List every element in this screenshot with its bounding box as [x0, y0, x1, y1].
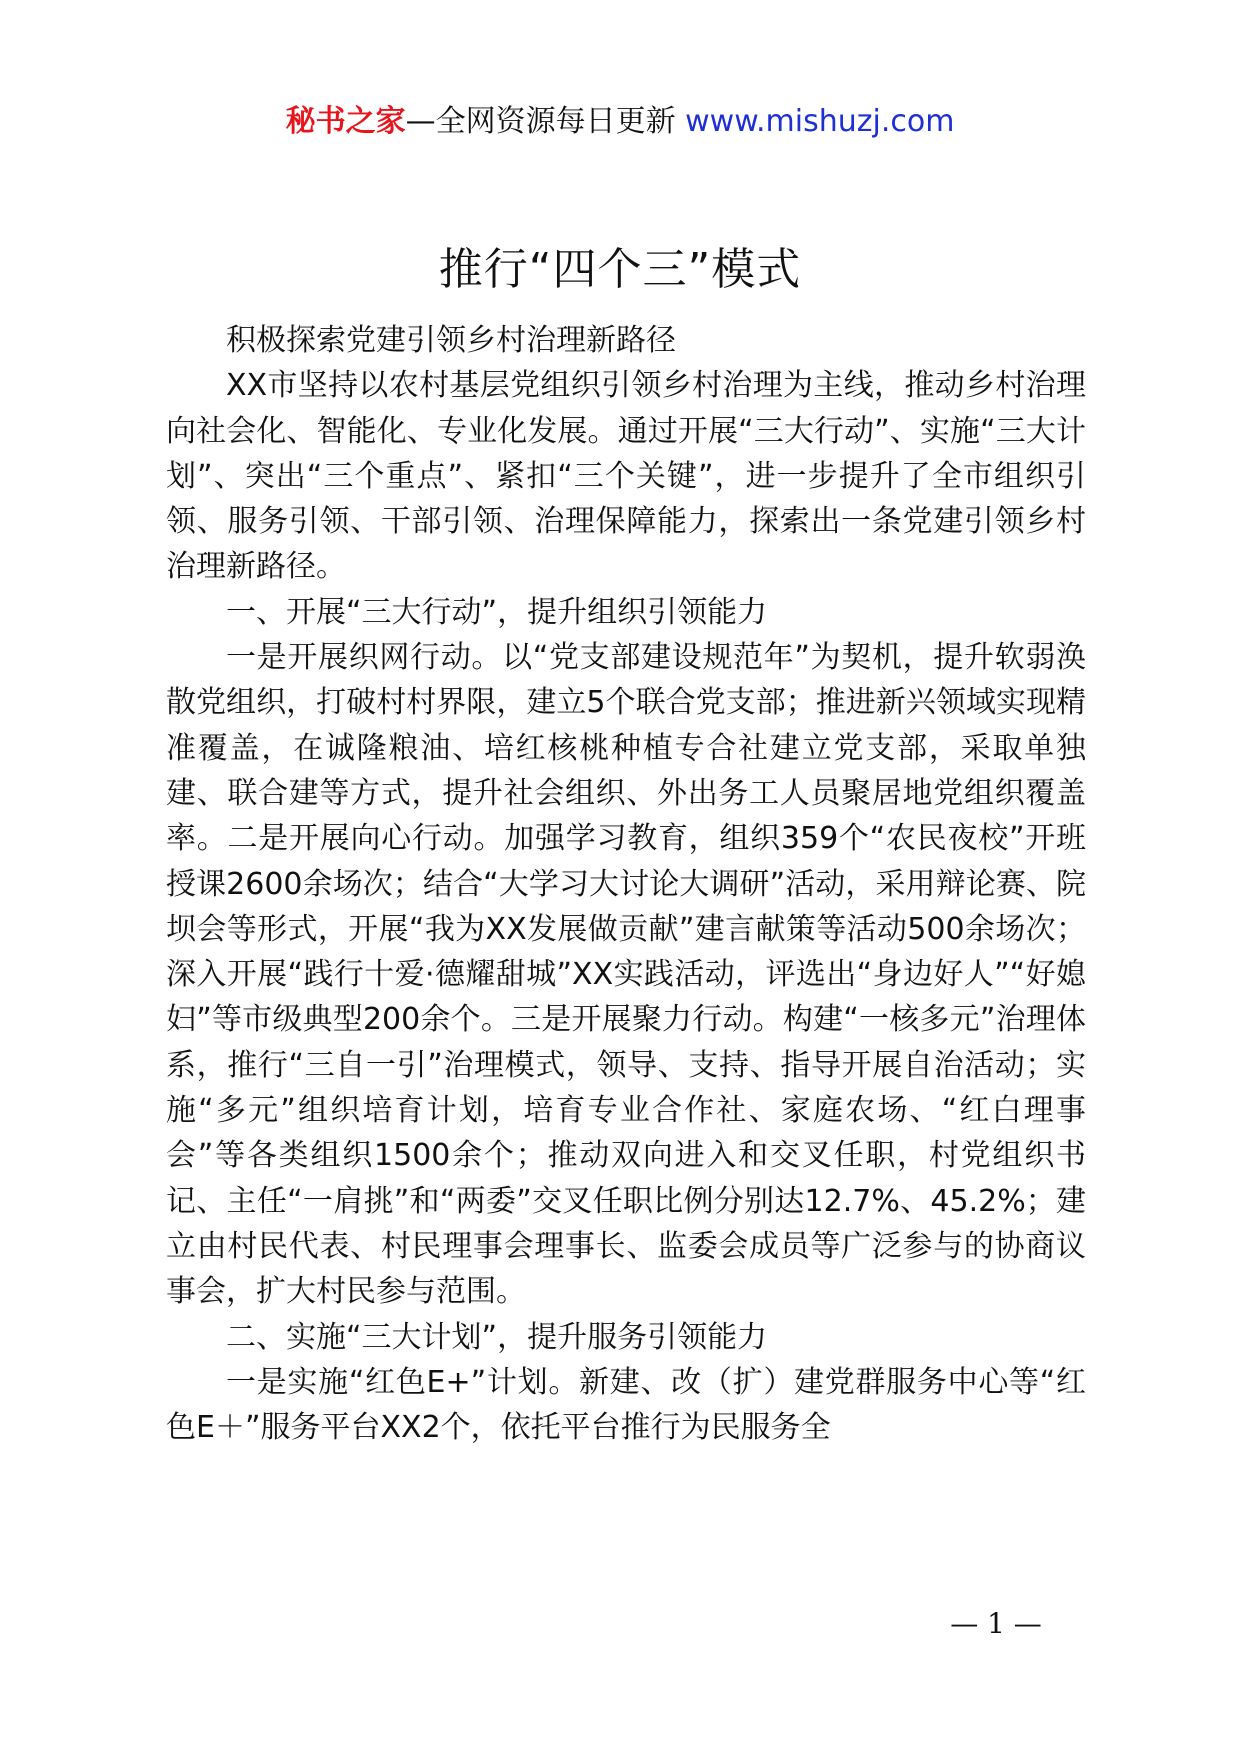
section-heading-1: 一、开展“三大行动”，提升组织引领能力 — [226, 594, 768, 630]
section-2-body-paragraph: 一是实施“红色E+”计划。新建、改（扩）建党群服务中心等“红色E＋”服务平台XX2个，依托平台推行为民服务全 — [166, 1364, 1086, 1446]
section-heading-2: 二、实施“三大计划”，提升服务引领能力 — [226, 1319, 768, 1355]
document-title: 推行“四个三”模式 — [438, 244, 802, 295]
page-number: — 1 — — [950, 1607, 1042, 1640]
document-body — [166, 318, 1086, 1450]
site-banner — [0, 100, 1240, 144]
subtitle-paragraph: 积极探索党建引领乡村治理新路径 — [226, 323, 676, 358]
section-1-body-paragraph: 一是开展织网行动。以“党支部建设规范年”为契机，提升软弱涣散党组织，打破村村界限，建立5个联合党支部；推进新兴领域实现精准覆盖，在诚隆粮油、培红核桃种植专合社建立党支部，采取单独建、联合建等方式，提升社会组织、外出务工人员聚居地党组织覆盖率。二是开展向心行动。加强学习教育，组织359个“农民夜校”开班授课2600余场次；结合“大学习大讨论大调研”活动，采用辩论赛、院坝会等形式，开展“我为XX发展做贡献”建言献策等活动500余场次；深入开展“践行十爱·德耀甜城”XX实践活动，评选出“身边好人”“好媳妇”等市级典型200余个。三是开展聚力行动。构建“一核多元”治理体系，推行“三自一引”治理模式，领导、支持、指导开展自治活动；实施“多元”组织培育计划，培育专业合作社、家庭农场、“红白理事会”等各类组织1500余个；推动双向进入和交叉任职，村党组织书记、主任“一肩挑”和“两委”交叉任职比例分别达12.7%、45.2%；建立由村民代表、村民理事会理事长、监委会成员等广泛参与的协商议事会，扩大村民参与范围。 — [166, 640, 1086, 1310]
intro-paragraph: XX市坚持以农村基层党组织引领乡村治理为主线，推动乡村治理向社会化、智能化、专业化发展。通过开展“三大行动”、实施“三大计划”、突出“三个重点”、紧扣“三个关键”，进一步提升了全市组织引领、服务引领、干部引领、治理保障能力，探索出一条党建引领乡村治理新路径。 — [166, 368, 1086, 585]
site-slogan: —全网资源每日更新 — [405, 104, 676, 139]
site-url-link[interactable]: www.mishuzj.com — [685, 104, 955, 139]
site-brand-name: 秘书之家 — [285, 104, 406, 139]
